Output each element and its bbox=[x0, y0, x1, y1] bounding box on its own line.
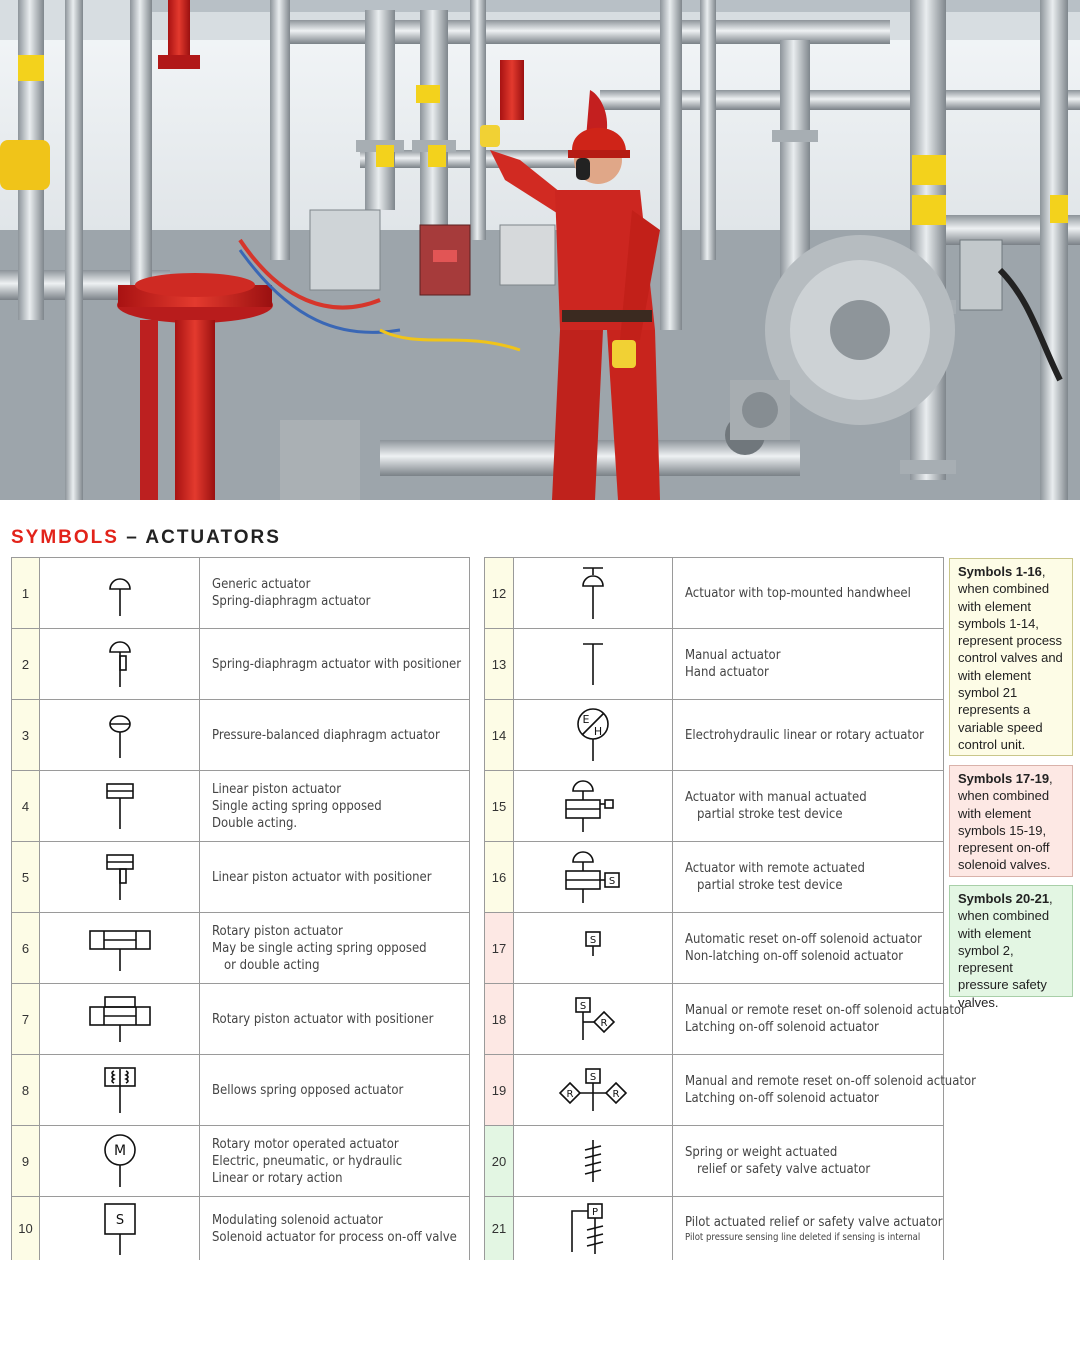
solenoid-letter: S bbox=[115, 1212, 124, 1228]
table-row bbox=[12, 842, 470, 913]
row-number: 13 bbox=[485, 629, 514, 700]
table-row bbox=[12, 558, 470, 629]
note-symbols-17-19 bbox=[949, 765, 1073, 877]
description-line: Solenoid actuator for process on-off valve bbox=[212, 1229, 457, 1245]
manual-actuator-icon bbox=[573, 639, 613, 689]
description-line: Generic actuator bbox=[212, 577, 311, 592]
spring-relief-icon bbox=[573, 1136, 613, 1186]
description-line: Manual actuator bbox=[685, 648, 781, 663]
heading-symbols: SYMBOLS bbox=[11, 527, 119, 548]
table-row bbox=[12, 913, 470, 984]
electrohydraulic-icon bbox=[573, 707, 613, 763]
row-number: 7 bbox=[12, 984, 40, 1055]
description-line: Linear piston actuator bbox=[212, 781, 341, 797]
row-number: 3 bbox=[12, 700, 40, 771]
description-line: Non-latching on-off solenoid actuator bbox=[685, 949, 904, 964]
note-text: , when combined with element symbols 15-19, represent on-off solenoid valves. bbox=[958, 771, 1053, 873]
description-line: Spring or weight actuated bbox=[685, 1145, 838, 1160]
description-line: Rotary piston actuator with positioner bbox=[212, 1011, 434, 1027]
description-line: Actuator with remote actuated bbox=[685, 861, 865, 876]
row-number: 2 bbox=[12, 629, 40, 700]
description-line: Rotary piston actuator bbox=[212, 923, 343, 939]
row-number: 8 bbox=[12, 1055, 40, 1126]
row-number: 19 bbox=[485, 1055, 514, 1126]
row-number: 14 bbox=[485, 700, 514, 771]
rotary-piston-positioner-icon bbox=[87, 994, 153, 1044]
description-line: Spring-diaphragm actuator bbox=[212, 594, 371, 609]
electro-letter-e: E bbox=[582, 713, 590, 726]
motor-icon bbox=[100, 1133, 140, 1189]
table-row bbox=[485, 1055, 944, 1126]
row-number: 1 bbox=[12, 558, 40, 629]
description-line: Latching on-off solenoid actuator bbox=[685, 1091, 879, 1106]
table-row bbox=[12, 1055, 470, 1126]
table-row bbox=[485, 771, 944, 842]
manual-partial-stroke-icon bbox=[563, 778, 623, 834]
table-row bbox=[485, 1197, 944, 1261]
note-title: Symbols 20-21 bbox=[958, 891, 1050, 906]
left-symbols-table bbox=[11, 557, 470, 1260]
description-line: Automatic reset on-off solenoid actuator bbox=[685, 932, 922, 947]
row-number: 6 bbox=[12, 913, 40, 984]
note-text: , when combined with element symbols 1-14, represent process control valves and with element symbol 21 represents a variable speed control unit. bbox=[958, 564, 1063, 752]
diaphragm-positioner-icon bbox=[100, 639, 140, 689]
manual-reset-s-letter: S bbox=[579, 1001, 587, 1012]
hero-photo bbox=[0, 0, 1080, 500]
right-symbols-table bbox=[484, 557, 976, 1260]
dual-reset-s-letter: S bbox=[589, 1072, 597, 1083]
table-row bbox=[12, 629, 470, 700]
row-number: 15 bbox=[485, 771, 514, 842]
bellows-icon bbox=[100, 1065, 140, 1115]
note-text: , when combined with element symbol 2, represent pressure safety valves. bbox=[958, 891, 1053, 1010]
description-line: Actuator with top-mounted handwheel bbox=[685, 585, 911, 601]
linear-piston-icon bbox=[100, 781, 140, 831]
table-row bbox=[12, 771, 470, 842]
pilot-letter: P bbox=[591, 1206, 599, 1218]
table-row bbox=[485, 913, 944, 984]
table-row bbox=[485, 558, 944, 629]
heading-actuators: – ACTUATORS bbox=[118, 527, 281, 548]
description-line: Rotary motor operated actuator bbox=[212, 1136, 399, 1152]
row-number: 16 bbox=[485, 842, 514, 913]
electro-letter-h: H bbox=[593, 725, 603, 738]
table-row bbox=[12, 700, 470, 771]
row-number: 18 bbox=[485, 984, 514, 1055]
table-row bbox=[485, 984, 944, 1055]
motor-letter: M bbox=[113, 1143, 126, 1159]
pressure-balanced-diaphragm-icon bbox=[100, 710, 140, 760]
description-line: partial stroke test device bbox=[697, 878, 843, 893]
description-line: Pilot actuated relief or safety valve actuator bbox=[685, 1214, 943, 1230]
handwheel-top-icon bbox=[573, 565, 613, 621]
auto-reset-letter: S bbox=[589, 935, 597, 946]
solenoid-icon bbox=[100, 1201, 140, 1257]
section-heading bbox=[11, 527, 281, 549]
table-row bbox=[485, 842, 944, 913]
table-row bbox=[485, 1126, 944, 1197]
description-line: Pressure-balanced diaphragm actuator bbox=[212, 727, 440, 743]
row-number: 9 bbox=[12, 1126, 40, 1197]
remote-letter: S bbox=[608, 876, 616, 887]
remote-partial-stroke-icon bbox=[563, 849, 623, 905]
manual-reset-r-letter: R bbox=[600, 1018, 608, 1029]
description-line: Double acting. bbox=[212, 815, 298, 831]
description-line: Single acting spring opposed bbox=[212, 798, 382, 814]
description-line: Bellows spring opposed actuator bbox=[212, 1082, 404, 1098]
description-line: Spring-diaphragm actuator with positioner bbox=[212, 656, 462, 672]
note-title: Symbols 17-19 bbox=[958, 771, 1050, 786]
description-line: Linear or rotary action bbox=[212, 1170, 343, 1186]
description-line: Manual and remote reset on-off solenoid actuator bbox=[685, 1074, 976, 1089]
row-number: 4 bbox=[12, 771, 40, 842]
generic-actuator-icon bbox=[100, 568, 140, 618]
table-row bbox=[12, 1126, 470, 1197]
row-number: 5 bbox=[12, 842, 40, 913]
table-row bbox=[12, 1197, 470, 1261]
dual-reset-r-letter-right: R bbox=[612, 1089, 620, 1100]
description-note: Pilot pressure sensing line deleted if sensing is internal bbox=[685, 1231, 921, 1243]
note-symbols-20-21 bbox=[949, 885, 1073, 1010]
description-line: Electric, pneumatic, or hydraulic bbox=[212, 1153, 403, 1169]
description-line: relief or safety valve actuator bbox=[697, 1162, 871, 1177]
description-line: Manual or remote reset on-off solenoid actuator bbox=[685, 1003, 966, 1018]
row-number: 20 bbox=[485, 1126, 514, 1197]
table-row bbox=[485, 629, 944, 700]
row-number: 17 bbox=[485, 913, 514, 984]
note-symbols-1-16 bbox=[949, 558, 1073, 756]
dual-reset-solenoid-icon bbox=[558, 1065, 628, 1115]
manual-reset-solenoid-icon bbox=[568, 994, 618, 1044]
row-number: 21 bbox=[485, 1197, 514, 1261]
table-row bbox=[485, 700, 944, 771]
description-line: or double acting bbox=[224, 957, 320, 973]
description-line: Latching on-off solenoid actuator bbox=[685, 1020, 879, 1035]
row-number: 10 bbox=[12, 1197, 40, 1261]
table-row bbox=[12, 984, 470, 1055]
description-line: partial stroke test device bbox=[697, 807, 843, 822]
description-line: Linear piston actuator with positioner bbox=[212, 869, 432, 885]
description-line: Hand actuator bbox=[685, 665, 769, 680]
dual-reset-r-letter-left: R bbox=[566, 1089, 574, 1100]
note-title: Symbols 1-16 bbox=[958, 564, 1042, 579]
description-line: Modulating solenoid actuator bbox=[212, 1212, 383, 1228]
auto-reset-solenoid-icon bbox=[573, 928, 613, 968]
rotary-piston-icon bbox=[87, 923, 153, 973]
description-line: May be single acting spring opposed bbox=[212, 940, 427, 956]
description-line: Electrohydraulic linear or rotary actuator bbox=[685, 727, 924, 743]
pilot-relief-icon bbox=[568, 1202, 618, 1256]
description-line: Actuator with manual actuated bbox=[685, 790, 867, 805]
linear-piston-positioner-icon bbox=[100, 852, 140, 902]
row-number: 12 bbox=[485, 558, 514, 629]
